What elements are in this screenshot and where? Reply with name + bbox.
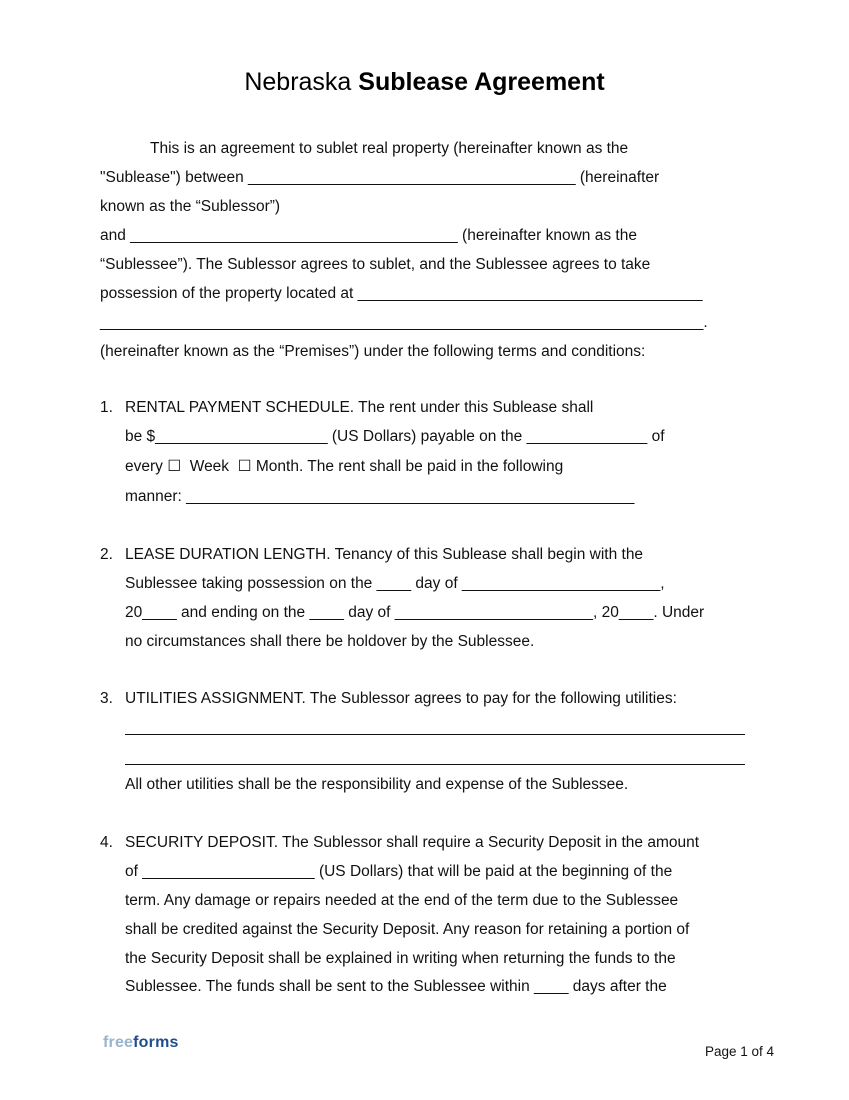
section-line: manner: ____________________________________________________ <box>125 488 635 505</box>
section-line: no circumstances shall there be holdover by the Sublessee. <box>125 633 535 650</box>
intro-line: "Sublease") between ______________________________________ (hereinafter <box>100 169 660 186</box>
title-state: Nebraska <box>244 68 352 96</box>
section-number: 2. <box>100 546 113 563</box>
section-line: SECURITY DEPOSIT. The Sublessor shall require a Security Deposit in the amount <box>125 834 700 851</box>
section-number: 3. <box>100 690 113 707</box>
intro-line: possession of the property located at ________________________________________ <box>100 285 703 302</box>
section-number: 4. <box>100 834 113 851</box>
intro-line: This is an agreement to sublet real property (hereinafter known as the <box>150 140 629 157</box>
section-line: RENTAL PAYMENT SCHEDULE. The rent under this Sublease shall <box>125 399 594 416</box>
utilities-blank-line <box>125 764 745 765</box>
freeforms-logo <box>103 1034 179 1052</box>
logo-forms-text: forms <box>133 1034 179 1051</box>
section-line: the Security Deposit shall be explained in writing when returning the funds to the <box>125 950 676 967</box>
logo-free-text: free <box>103 1034 134 1051</box>
intro-line: “Sublessee”). The Sublessor agrees to sublet, and the Sublessee agrees to take <box>100 256 651 273</box>
section-line: All other utilities shall be the responsibility and expense of the Sublessee. <box>125 776 629 793</box>
intro-line: known as the “Sublessor”) <box>100 198 281 215</box>
section-line: UTILITIES ASSIGNMENT. The Sublessor agrees to pay for the following utilities: <box>125 690 677 707</box>
title-main: Sublease Agreement <box>358 68 605 96</box>
section-line: Sublessee. The funds shall be sent to the Sublessee within ____ days after the <box>125 978 667 995</box>
section-line: of ____________________ (US Dollars) that will be paid at the beginning of the <box>125 863 673 880</box>
intro-line: and ______________________________________ (hereinafter known as the <box>100 227 637 244</box>
section-number: 1. <box>100 399 113 416</box>
section-line: every ☐ Week ☐ Month. The rent shall be paid in the following <box>125 458 564 475</box>
section-line: LEASE DURATION LENGTH. Tenancy of this Sublease shall begin with the <box>125 546 644 563</box>
section-line: term. Any damage or repairs needed at the end of the term due to the Sublessee <box>125 892 679 909</box>
page-number: Page 1 of 4 <box>705 1044 775 1059</box>
intro-line: (hereinafter known as the “Premises”) under the following terms and conditions: <box>100 343 646 360</box>
utilities-blank-line <box>125 734 745 735</box>
section-line: shall be credited against the Security Deposit. Any reason for retaining a portion of <box>125 921 690 938</box>
section-line: be $____________________ (US Dollars) payable on the ______________ of <box>125 428 665 445</box>
intro-line: ______________________________________________________________________. <box>100 314 708 331</box>
section-line: Sublessee taking possession on the ____ day of _______________________, <box>125 575 665 592</box>
section-line: 20____ and ending on the ____ day of _______________________, 20____. Under <box>125 604 705 621</box>
document-title <box>0 66 849 98</box>
